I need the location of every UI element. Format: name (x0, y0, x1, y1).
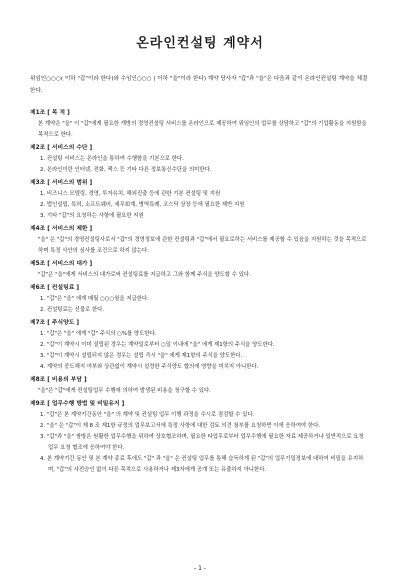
article (30, 259, 370, 281)
article-title: 제9조 [ 업무수행 방법 및 비밀유지 ] (30, 401, 125, 407)
article-item: 2. 법인설립, 특허, 소프트웨어, 세무회계, 병역특례, 코스닥 상장 등에 필요한 제반 지원 (40, 202, 245, 208)
article-item: 2. "갑"이 계약시 이미 설립된 경우는 계약일로부터 ○일 이내에 "을" 에게 제1항의 주식을 양도한다. (40, 342, 275, 348)
article-item: 3. "갑"이 계약시 설립되지 않은 경우는 설립 즉시 "을" 에게 제1항의 주식을 양도한다. (40, 353, 243, 359)
article (30, 224, 370, 257)
article-item: 1. 컨설팅 서비스는 온라인을 통하여 수행함을 기본으로 한다. (40, 156, 184, 162)
article (30, 143, 370, 176)
article-title: 제5조 [ 서비스의 대가 ] (30, 261, 93, 267)
article-item: 3. 기타 "갑"의 요청하는 사항에 필요한 지원 (40, 213, 144, 219)
article-item: 1. "갑"은 "을" 에게 "갑" 주식의 ○%를 양도한다. (40, 331, 157, 337)
article (30, 178, 370, 222)
article-title: 제8조 [ 비용의 부담 ] (30, 377, 87, 383)
article-title: 제1조 [ 목 적 ] (30, 110, 70, 116)
article-text: "을"은 "갑"에게 컨설팅업무 수행에 의하여 발생된 비용을 청구할 수 있다. (38, 388, 211, 394)
article-text: 본 계약은 "을" 이 "갑"에게 필요한 개방의 경영컨설팅 서비스를 온라인으로 제공하여 위임인의 업무를 상담하고 "갑"의 기업활동을 지원함을 목적으로 한다. (38, 121, 367, 138)
article-item: 2. 온라인이란 인터넷, 전화, 팩스 등 기타 다른 정보통신수단을 의미한다. (40, 167, 212, 173)
article-item: 3. "갑"과 "을" 쌍방은 원활한 업무수행을 위하여 상호협조하며, 필요한 타업무로부터 업무수행에 필요한 자료 제공하거나 일반적으로 요청 업무 요청 협조에 응하여야 한다. (40, 434, 364, 451)
articles-container (30, 108, 370, 478)
article (30, 283, 370, 316)
article-title: 제7조 [ 주식양도 ] (30, 320, 79, 326)
article-title: 제6조 [ 컨설팅료 ] (30, 285, 79, 291)
article-item: 4. 계약의 중도해지 여부와 상관없이 계약시 설정한 주식양도 합의에 영향을 미치지 아니한다. (40, 364, 259, 370)
article-item: 2. "을" 은 "갑"이 제 8 조 제1항 규정의 업무보고서에 특정 사항에 대한 검토 의견 첨부를 요청하면 이에 응하여야 한다. (40, 423, 321, 429)
article-title: 제2조 [ 서비스의 수단 ] (30, 145, 93, 151)
article-title: 제3조 [ 서비스의 범위 ] (30, 180, 93, 186)
article-item: 1. 비즈니스 모델링, 경영, 투자유치, 해외진출 등에 관한 기본 컨설팅 및 지원 (40, 191, 221, 197)
article (30, 318, 370, 373)
article (30, 108, 370, 141)
article-text: "을" 은 "갑"의 경영컨설팅사로서 "갑"의 경영정보에 관한 컨설팅과 "갑"에서 필요로하는 서비스를 제공할 수 있음을 지원하는 것을 목적으로 하며 특정 사안의 심사를 조건으로 하지 않는다. (38, 237, 367, 254)
article (30, 399, 370, 476)
article (30, 375, 370, 397)
page-number: - 1 - (194, 565, 206, 572)
document-intro: 위임인○○○( 이하 "갑"이라 한다)와 수임인○○○ ( 이하 "을"이라 한다) 계약 당사자 "갑"과 "을"은 다음과 같이 온라인컨설팅 계약을 체결한다. (30, 76, 368, 94)
article-item: 2. 컨설팅료는 선불로 한다. (40, 307, 105, 313)
article-text: "갑"은 "을"에게 서비스의 대가로써 컨설팅료를 지급하고 그와 함께 주식을 양도할 수 있다. (38, 272, 251, 278)
article-item: 1. "갑"은 "을" 에게 매월 ○○○원을 지급한다. (40, 296, 149, 302)
article-item: 1. "갑"은 본 계약기간동안 "을" 의 계약 및 컨설팅 업무 이행 과정을 수시로 점검할 수 있다. (40, 412, 255, 418)
article-item: 4. 본 계약기간 동안 및 본 계약 종료 후에도 "갑" 과 "을" 은 컨설팅 업무를 통해 습득하게 된 "갑"의 업무기밀정보에 대하여 비밀을 유지하며, "갑"의 사전승인 없이 다른 목적으로 사용하거나 제3자에게 공개 또는 유출하지 아니한다. (40, 456, 364, 473)
article-title: 제4조 [ 서비스의 제한 ] (30, 226, 93, 232)
document-title: 온라인컨설팅 계약서 (136, 36, 264, 51)
